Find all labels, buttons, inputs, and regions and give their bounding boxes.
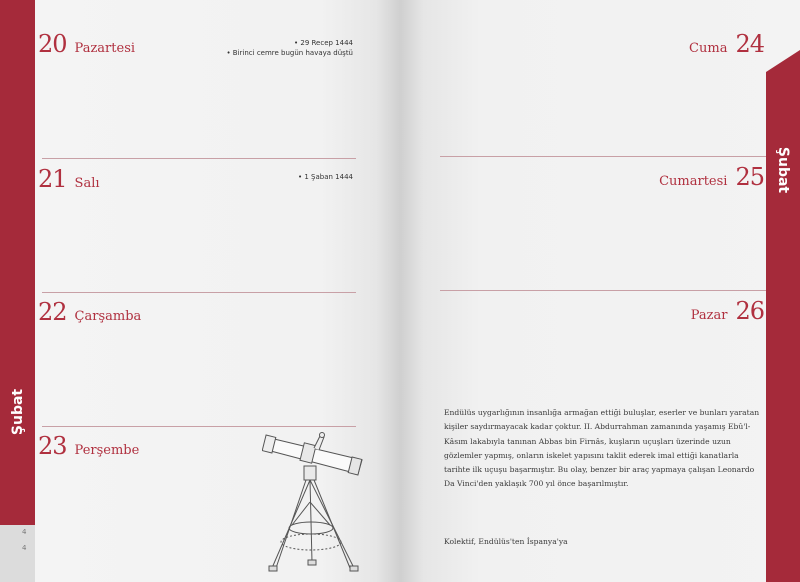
day-entry-25[interactable]	[659, 163, 764, 191]
note-item: • 1 Şaban 1444	[298, 172, 353, 182]
page-number: 4	[22, 544, 27, 552]
day-number: 24	[735, 30, 764, 58]
day-divider	[440, 290, 766, 291]
day-number: 26	[735, 297, 764, 325]
day-number: 25	[735, 163, 764, 191]
day-notes-21	[298, 172, 353, 182]
note-item: • 29 Recep 1444	[226, 38, 353, 48]
day-entry-23[interactable]	[38, 432, 139, 460]
day-entry-24[interactable]	[689, 30, 764, 58]
day-name: Pazartesi	[74, 41, 136, 56]
day-number: 22	[38, 298, 67, 326]
quote-source: Kolektif, Endülüs'ten İspanya'ya	[444, 537, 568, 546]
day-divider	[440, 156, 766, 157]
day-name: Pazar	[690, 308, 728, 323]
day-name: Salı	[74, 176, 100, 191]
right-page	[400, 0, 800, 582]
day-name: Perşembe	[74, 443, 140, 458]
day-notes-20	[226, 38, 353, 58]
day-name: Cuma	[689, 41, 728, 56]
day-divider	[42, 426, 356, 427]
day-number: 21	[38, 165, 67, 193]
day-divider	[42, 158, 356, 159]
note-item: • Birinci cemre bugün havaya düştü	[226, 48, 353, 58]
day-number: 23	[38, 432, 67, 460]
day-entry-22[interactable]	[38, 298, 141, 326]
month-tab-left	[0, 0, 35, 562]
month-label-left: Şubat	[10, 388, 26, 436]
day-name: Çarşamba	[74, 309, 142, 324]
telescope-illustration	[262, 430, 372, 575]
tab-fold-left	[0, 525, 35, 582]
day-number: 20	[38, 30, 67, 58]
day-divider	[42, 292, 356, 293]
tab-fold-right	[766, 50, 800, 72]
day-entry-26[interactable]	[691, 297, 764, 325]
page-number: 4	[22, 528, 27, 536]
month-tab-right	[766, 50, 800, 582]
quote-paragraph: Endülüs uygarlığının insanlığa armağan ettiği buluşlar, eserler ve bunları yaratan kişiler saydırmayacak kadar çoktur. II. Abdurrahman zamanında yaşamış Ebû'l-Kâsım lakabıyla tanınan Abbas bin Firnâs, kuşların uçuşları üzerinde uzun gözlemler yapmış, onların iskelet yapısını taklit ederek imal ettiği kanatlarla tarihte ilk uçuşu başarmıştır. Bu olay, benzer bir araç yapmaya çalışan Leonardo Da Vinci'den yaklaşık 700 yıl önce başarılmıştır.	[444, 408, 760, 489]
day-entry-21[interactable]	[38, 165, 100, 193]
month-label-right: Şubat	[775, 146, 791, 194]
day-entry-20[interactable]	[38, 30, 135, 58]
day-name: Cumartesi	[659, 174, 728, 189]
